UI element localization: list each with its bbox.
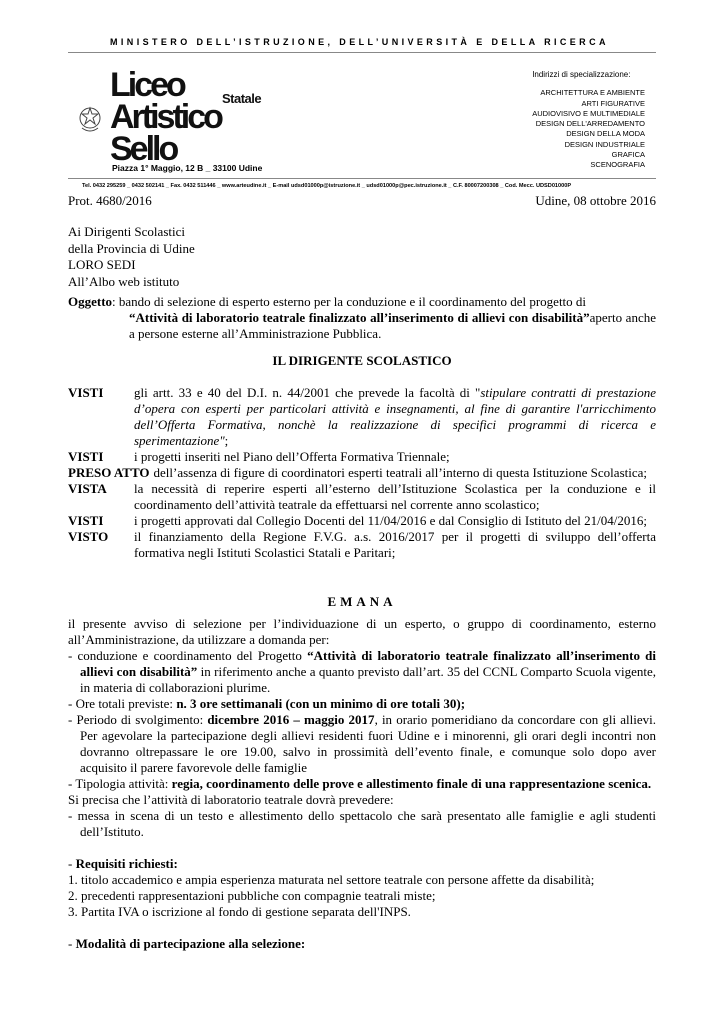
subject-project-title: “Attività di laboratorio teatrale finalizzato all’inserimento di allievi con disabilità” <box>129 310 590 325</box>
requirement-item: 1. titolo accademico e ampia esperienza maturata nel settore teatrale con persone affette da disabilità; <box>68 872 595 887</box>
subject-label: Oggetto <box>68 294 113 309</box>
visti-row <box>68 385 656 449</box>
visti-row <box>68 513 656 529</box>
participation-heading: - Modalità di partecipazione alla selezione: <box>68 936 306 951</box>
body-precisa: Si precisa che l’attività di laboratorio teatrale dovrà prevedere: <box>68 792 394 807</box>
visti-key: VISTA <box>68 481 107 496</box>
visti-text: il finanziamento della Regione F.V.G. a.s. 2016/2017 per il progetti di sviluppo dell’offerta formativa negli Istituti Scolastici Statali e Paritari; <box>134 529 656 560</box>
visti-text: i progetti inseriti nel Piano dell’Offerta Formativa Triennale; <box>134 449 450 464</box>
subject-text: : bando di selezione di esperto esterno per la conduzione e il coordinamento del progetto di <box>112 294 587 309</box>
logo-statale: Statale <box>222 91 262 106</box>
visti-key: VISTO <box>68 529 109 544</box>
visti-row <box>68 529 656 561</box>
specializations-list <box>532 70 645 171</box>
visti-text: la necessità di reperire esperti all’esterno dell’Istituzione Scolastica per la conduzione e il coordinamento dell’attività teatrale da effettuarsi nel corrente anno scolastico; <box>134 481 656 512</box>
specialization-item: DESIGN DELLA MODA <box>566 129 645 139</box>
visti-key: VISTI <box>68 449 104 464</box>
specialization-item: AUDIOVISIVO E MULTIMEDIALE <box>532 108 645 118</box>
recipient-line: LORO SEDI <box>68 257 136 272</box>
letter-date: Udine, 08 ottobre 2016 <box>535 193 656 208</box>
visti-row <box>68 449 656 465</box>
specialization-item: ARTI FIGURATIVE <box>581 98 645 108</box>
notice-body <box>68 616 656 952</box>
specializations-title: Indirizzi di specializzazione: <box>532 70 631 79</box>
visti-block <box>68 385 656 561</box>
requirement-item: 3. Partita IVA o iscrizione al fondo di gestione separata dell'INPS. <box>68 904 411 919</box>
body-bullet: - messa in scena di un testo e allestimento dello spettacolo che sarà presentato alle famiglie e agli studenti dell’Istituto. <box>68 808 656 839</box>
requirement-item: 2. precedenti rappresentazioni pubbliche con compagnie teatrali miste; <box>68 888 436 903</box>
subject-paragraph <box>68 294 656 342</box>
specialization-item: ARCHITETTURA E AMBIENTE <box>540 88 645 98</box>
school-address: Piazza 1° Maggio, 12 B _ 33100 Udine <box>112 163 263 173</box>
logo-line-liceo: Liceo <box>110 66 184 104</box>
recipient-line: Ai Dirigenti Scolastici <box>68 224 185 239</box>
body-intro: il presente avviso di selezione per l’individuazione di un esperto, o gruppo di coordinamento, esterno all’Amministrazione, da utilizzare a domanda per: <box>68 616 656 647</box>
contact-line: Tel. 0432 295259 _ 0432 502141 _ Fax. 0432 511446 _ www.arteudine.it _ E-mail udsd01000p@istruzione.it _ udsd01000p@pec.istruzione.it _ C.F. 80007200308 _ Cod. Mecc. UDSD01000P <box>82 183 572 189</box>
recipient-line: della Provincia di Udine <box>68 240 195 256</box>
visti-text: i progetti approvati dal Collegio Docenti del 11/04/2016 e dal Consiglio di Istituto del 21/04/2016; <box>134 513 647 528</box>
body-bullet: - Periodo di svolgimento: dicembre 2016 – maggio 2017, in orario pomeridiano da concordare con gli allievi. Per agevolare la partecipazione degli allievi residenti fuori Udine e i minorenni, gli orari degli incontri non dovranno oltrepassare le ore 19.00, salvo in prossimità dell’evento finale, e comunque solo dopo aver acquisito il parere favorevole delle famiglie <box>68 712 656 775</box>
visti-key: VISTI <box>68 513 104 528</box>
requirements-heading: - Requisiti richiesti: <box>68 856 178 871</box>
section-heading-emana: EMANA <box>327 594 397 609</box>
body-bullet: - Ore totali previste: n. 3 ore settimanali (con un minimo di ore totali 30); <box>68 696 466 711</box>
specialization-item: DESIGN DELL'ARREDAMENTO <box>535 119 645 129</box>
visti-key: VISTI <box>68 385 104 400</box>
specialization-item: DESIGN INDUSTRIALE <box>564 139 645 149</box>
section-heading-dirigente: IL DIRIGENTE SCOLASTICO <box>272 353 452 368</box>
visti-text: gli artt. 33 e 40 del D.I. n. 44/2001 che prevede la facoltà di "stipulare contratti di prestazione d’opera con esperti per particolari attività e insegnamenti, al fine di garantire l'arricchimento dell’Offerta Formativa, nonchè la realizzazione di specifici programmi di ricerca e sperimentazione"; <box>134 385 656 448</box>
header-rule-top <box>68 52 656 53</box>
specialization-item: GRAFICA <box>611 150 645 160</box>
protocol-number: Prot. 4680/2016 <box>68 193 152 208</box>
body-bullet: - Tipologia attività: regia, coordinamento delle prove e allestimento finale di una rappresentazione scenica. <box>68 776 652 791</box>
preso-atto-row: PRESO ATTO dell’assenza di figure di coordinatori esperti teatrali all’interno di questa Istituzione Scolastica; <box>68 465 647 480</box>
recipients-block <box>68 224 195 290</box>
specialization-item: SCENOGRAFIA <box>590 160 645 170</box>
body-bullet: - conduzione e coordinamento del Progetto “Attività di laboratorio teatrale finalizzato all’inserimento di allievi con disabilità” in riferimento anche a quanto previsto dall’art. 35 del CCNL Comparto Scuola vigente, in materia di collaborazioni plurime. <box>68 648 656 695</box>
republic-emblem-icon <box>78 106 102 134</box>
logo-line-sello: Sello <box>110 130 177 168</box>
ministry-header: MINISTERO DELL’ISTRUZIONE, DELL’UNIVERSITÀ E DELLA RICERCA <box>110 37 609 47</box>
logo-line-artistico: Artistico <box>110 98 221 136</box>
header-rule-bottom <box>68 178 656 179</box>
requirements-list <box>68 872 656 920</box>
visti-row <box>68 481 656 513</box>
recipient-line: All’Albo web istituto <box>68 273 180 289</box>
subject-text-cont: aperto anche a persone esterne all’Amministrazione Pubblica. <box>129 310 656 341</box>
